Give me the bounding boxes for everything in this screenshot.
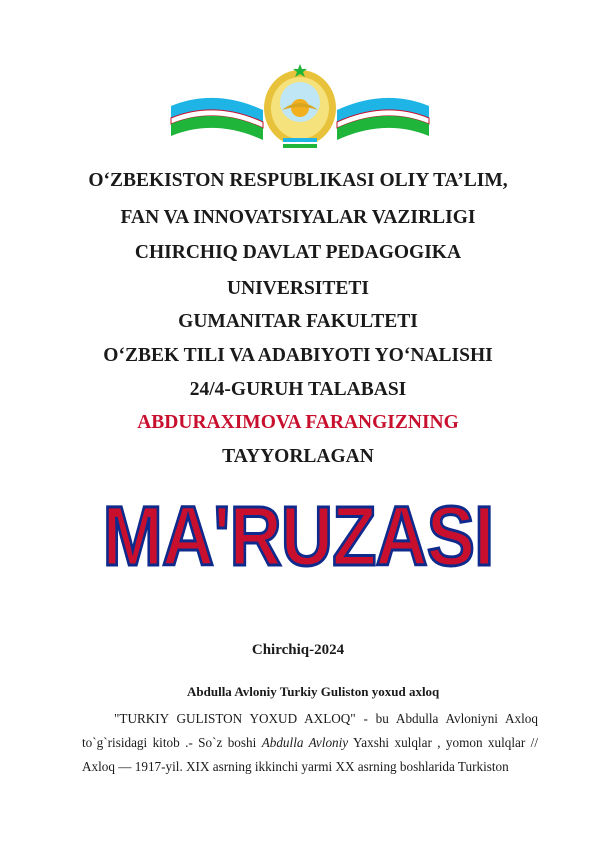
city-year: Chirchiq-2024 [251,642,345,658]
heading-group: 24/4-GURUH TALABASI [189,379,407,400]
paragraph-text-2: Yaxshi xulqlar , yomon xulqlar // Axloq — 1917-yil. XIX asrning ikkinchi yarmi XX asrning boshlarida Turkiston [82,735,538,774]
heading-university-line1: CHIRCHIQ DAVLAT PEDAGOGIKA [134,242,462,263]
heading-department: O‘ZBEK TILI VA ADABIYOTI YO‘NALISHI [103,345,493,366]
heading-university-line2: UNIVERSITETI [227,278,369,299]
section-title: Abdulla Avloniy Turkiy Guliston yoxud axloq [187,684,440,699]
heading-ministry-line1: O‘ZBEKISTON RESPUBLIKASI OLIY TA’LIM, [88,170,508,191]
prepared-label: TAYYORLAGAN [222,446,374,467]
heading-ministry-line2: FAN VA INNOVATSIYALAR VAZIRLIGI [120,207,476,228]
document-type-title: MA'RUZASI [102,489,494,583]
paragraph-author: Abdulla Avloniy [261,735,349,750]
paragraph-text-1: - bu Abdulla Avloniyni Axloq to`g`risidagi kitob .- So`z boshi [82,711,538,750]
student-name: ABDURAXIMOVA FARANGIZNING [137,412,459,433]
paragraph-quote: "TURKIY GULISTON YOXUD AXLOQ" [114,711,356,726]
heading-faculty: GUMANITAR FAKULTETI [178,311,418,332]
body-paragraph [82,707,538,779]
uzbekistan-emblem-icon [165,58,435,150]
